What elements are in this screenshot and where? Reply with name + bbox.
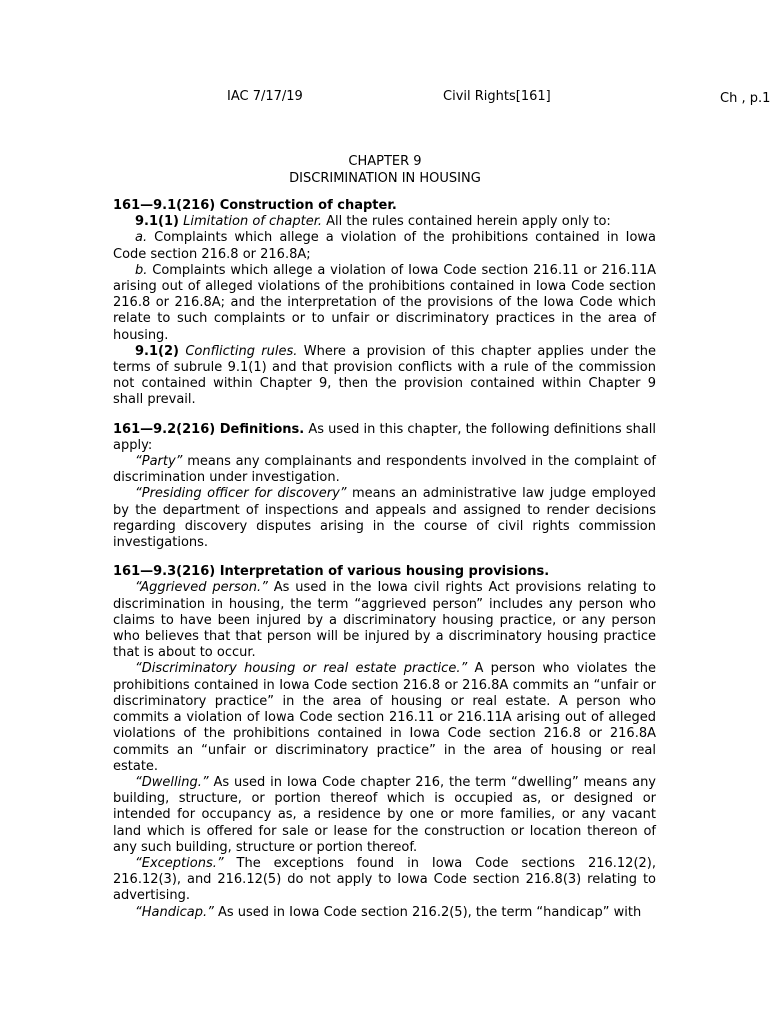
subrule-text: All the rules contained herein apply only to: [321, 214, 611, 230]
definition-term: “Discriminatory housing or real estate practice.” [135, 661, 468, 677]
definition-term: “Presiding officer for discovery” [135, 486, 347, 502]
definition-term: “Party” [135, 454, 183, 470]
rule-9-1-heading: 161—9.1(216) Construction of chapter. [113, 198, 397, 213]
definition-text: As used in Iowa Code chapter 216, the term “dwelling” means any building, structure, or portion thereof which is occupied as, or designed or intended for occupancy as, a residence by one or more families, or any vacant land which is offered for sale or lease for the construction or location thereon of any such building, structure or portion thereof. [113, 774, 656, 855]
chapter-number: CHAPTER 9 [348, 154, 422, 169]
rule-9-2 [113, 422, 656, 454]
header-date: IAC 7/17/19 [227, 89, 303, 104]
rule-9-2-heading: 161—9.2(216) Definitions. [113, 421, 305, 437]
document-body [113, 198, 656, 921]
definition-text: The exceptions found in Iowa Code sections 216.12(2), 216.12(3), and 216.12(5) do not apply to Iowa Code section 216.8(3) relating to advertising. [113, 855, 656, 904]
subrule-title: Conflicting rules. [185, 343, 298, 359]
subrule-number: 9.1(1) [135, 214, 179, 230]
definition-exceptions [113, 856, 656, 905]
subrule-9-1-1 [113, 214, 656, 230]
definition-term: “Handicap.” [135, 904, 214, 920]
paragraph-label: a. [135, 230, 148, 246]
chapter-title: DISCRIMINATION IN HOUSING [289, 171, 481, 186]
chapter-heading [0, 153, 770, 187]
definition-aggrieved-person [113, 580, 656, 661]
definition-text: means any complainants and respondents involved in the complaint of discrimination under investigation. [113, 454, 656, 486]
paragraph-a [113, 230, 656, 262]
paragraph-b [113, 263, 656, 344]
subrule-title: Limitation of chapter. [183, 214, 322, 230]
subrule-number: 9.1(2) [135, 343, 179, 359]
header-page: Ch , p.1 [720, 91, 770, 106]
rule-intro: As used in this chapter, the following definitions shall apply: [113, 421, 657, 453]
definition-text: As used in the Iowa civil rights Act provisions relating to discrimination in housing, the term “aggrieved person” includes any person who claims to have been injured by a discriminatory housing practice, or any person who believes that that person will be injured by a discriminatory housing practice that is about to occur. [113, 580, 656, 661]
definition-term: “Exceptions.” [135, 855, 224, 871]
paragraph-label: b. [135, 262, 148, 278]
definition-text: means an administrative law judge employed by the department of inspections and appeals and assigned to render decisions regarding discovery disputes arising in the course of civil rights commission investigations. [113, 486, 656, 551]
definition-presiding-officer [113, 486, 656, 551]
subrule-text: Where a provision of this chapter applies under the terms of subrule 9.1(1) and that provision conflicts with a rule of the commission not contained within Chapter 9, then the provision contained within Chapter 9 shall prevail. [113, 343, 656, 408]
header-agency: Civil Rights[161] [443, 89, 551, 104]
definition-handicap [113, 905, 656, 921]
rule-9-3-heading: 161—9.3(216) Interpretation of various housing provisions. [113, 564, 550, 580]
paragraph-text: Complaints which allege a violation of Iowa Code section 216.11 or 216.11A arising out of alleged violations of the prohibitions contained in Iowa Code section 216.8 or 216.8A; and the interpretation of the provisions of the Iowa Code which relate to such complaints or to unfair or discriminatory practices in the area of housing. [113, 262, 656, 343]
subrule-9-1-2 [113, 344, 656, 409]
definition-party [113, 454, 656, 486]
definition-term: “Aggrieved person.” [135, 580, 268, 596]
definition-text: A person who violates the prohibitions contained in Iowa Code section 216.8 or 216.8A commits an “unfair or discriminatory practice” in the area of housing or real estate. A person who commits a violation of Iowa Code section 216.11 or 216.11A arising out of alleged violations of the prohibitions contained in Iowa Code section 216.8 or 216.8A commits an “unfair or discriminatory practice” in the area of housing or real estate. [113, 661, 656, 774]
definition-term: “Dwelling.” [135, 774, 209, 790]
definition-text: As used in Iowa Code section 216.2(5), the term “handicap” with [213, 904, 642, 920]
definition-dwelling [113, 775, 656, 856]
definition-discriminatory-practice [113, 661, 656, 774]
paragraph-text: Complaints which allege a violation of the prohibitions contained in Iowa Code section 216.8 or 216.8A; [113, 230, 656, 262]
